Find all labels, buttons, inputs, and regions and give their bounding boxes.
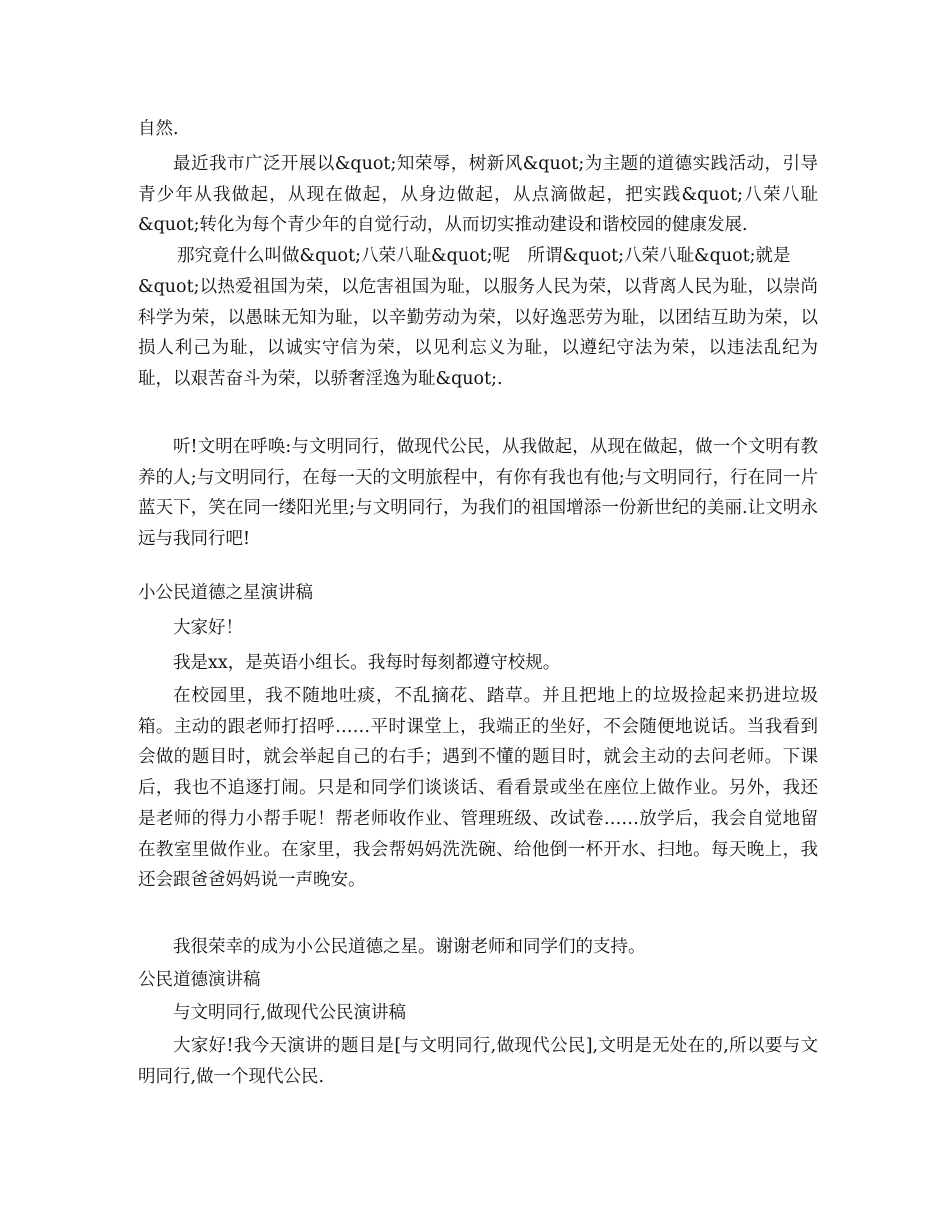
- paragraph-thanks: 我很荣幸的成为小公民道德之星。谢谢老师和同学们的支持。: [173, 937, 646, 957]
- heading-citizen-morality-speech: 公民道德演讲稿: [138, 970, 261, 990]
- paragraph-greeting: 大家好！: [173, 618, 243, 638]
- paragraph-self-intro: 我是xx，是英语小组长。我每时每刻都遵守校规。: [173, 653, 561, 673]
- paragraph-rongru-campaign: 最近我市广泛开展以&quot;知荣辱，树新风&quot;为主题的道德实践活动，引导青少年从我做起，从现在做起，从身边做起，从点滴做起，把实践&quot;八荣八耻&quot;转化为每个青少年的自觉行动，从而切实推动建设和谐校园的健康发展.: [138, 154, 818, 236]
- paragraph-good-behavior: 在校园里，我不随地吐痰，不乱摘花、踏草。并且把地上的垃圾捡起来扔进垃圾箱。主动的跟老师打招呼……平时课堂上，我端正的坐好，不会随便地说话。当我看到会做的题目时，就会举起自己的右手；遇到不懂的题目时，就会主动的去问老师。下课后，我也不追逐打闹。只是和同学们谈谈话、看看景或坐在座位上做作业。另外，我还是老师的得力小帮手呢！帮老师收作业、管理班级、改试卷……放学后，我会自觉地留在教室里做作业。在家里，我会帮妈妈洗洗碗、给他倒一杯开水、扫地。每天晚上，我还会跟爸爸妈妈说一声晚安。: [138, 686, 818, 891]
- paragraph-speech-topic: 大家好!我今天演讲的题目是[与文明同行,做现代公民],文明是无处在的,所以要与文明同行,做一个现代公民.: [138, 1036, 818, 1087]
- paragraph-barong-question: 那究竟什么叫做&quot;八荣八耻&quot;呢 所谓&quot;八荣八耻&quot;就是: [177, 246, 791, 266]
- paragraph-civilization-call: 听!文明在呼唤:与文明同行，做现代公民，从我做起，从现在做起，做一个文明有教养的人;与文明同行，在每一天的文明旅程中，有你有我也有他;与文明同行，行在同一片蓝天下，笑在同一缕阳光里;与文明同行，为我们的祖国增添一份新世纪的美丽.让文明永远与我同行吧!: [138, 437, 818, 550]
- paragraph-barong-list: &quot;以热爱祖国为荣，以危害祖国为耻，以服务人民为荣，以背离人民为耻，以崇尚科学为荣，以愚昧无知为耻，以辛勤劳动为荣，以好逸恶劳为耻，以团结互助为荣，以损人利己为耻，以诚实守信为荣，以见利忘义为耻，以遵纪守法为荣，以违法乱纪为耻，以艰苦奋斗为荣，以骄奢淫逸为耻&quot;.: [138, 277, 818, 390]
- paragraph-subtitle: 与文明同行,做现代公民演讲稿: [173, 1003, 407, 1023]
- paragraph-continuation: 自然.: [138, 119, 179, 139]
- heading-citizen-star-speech: 小公民道德之星演讲稿: [138, 583, 313, 603]
